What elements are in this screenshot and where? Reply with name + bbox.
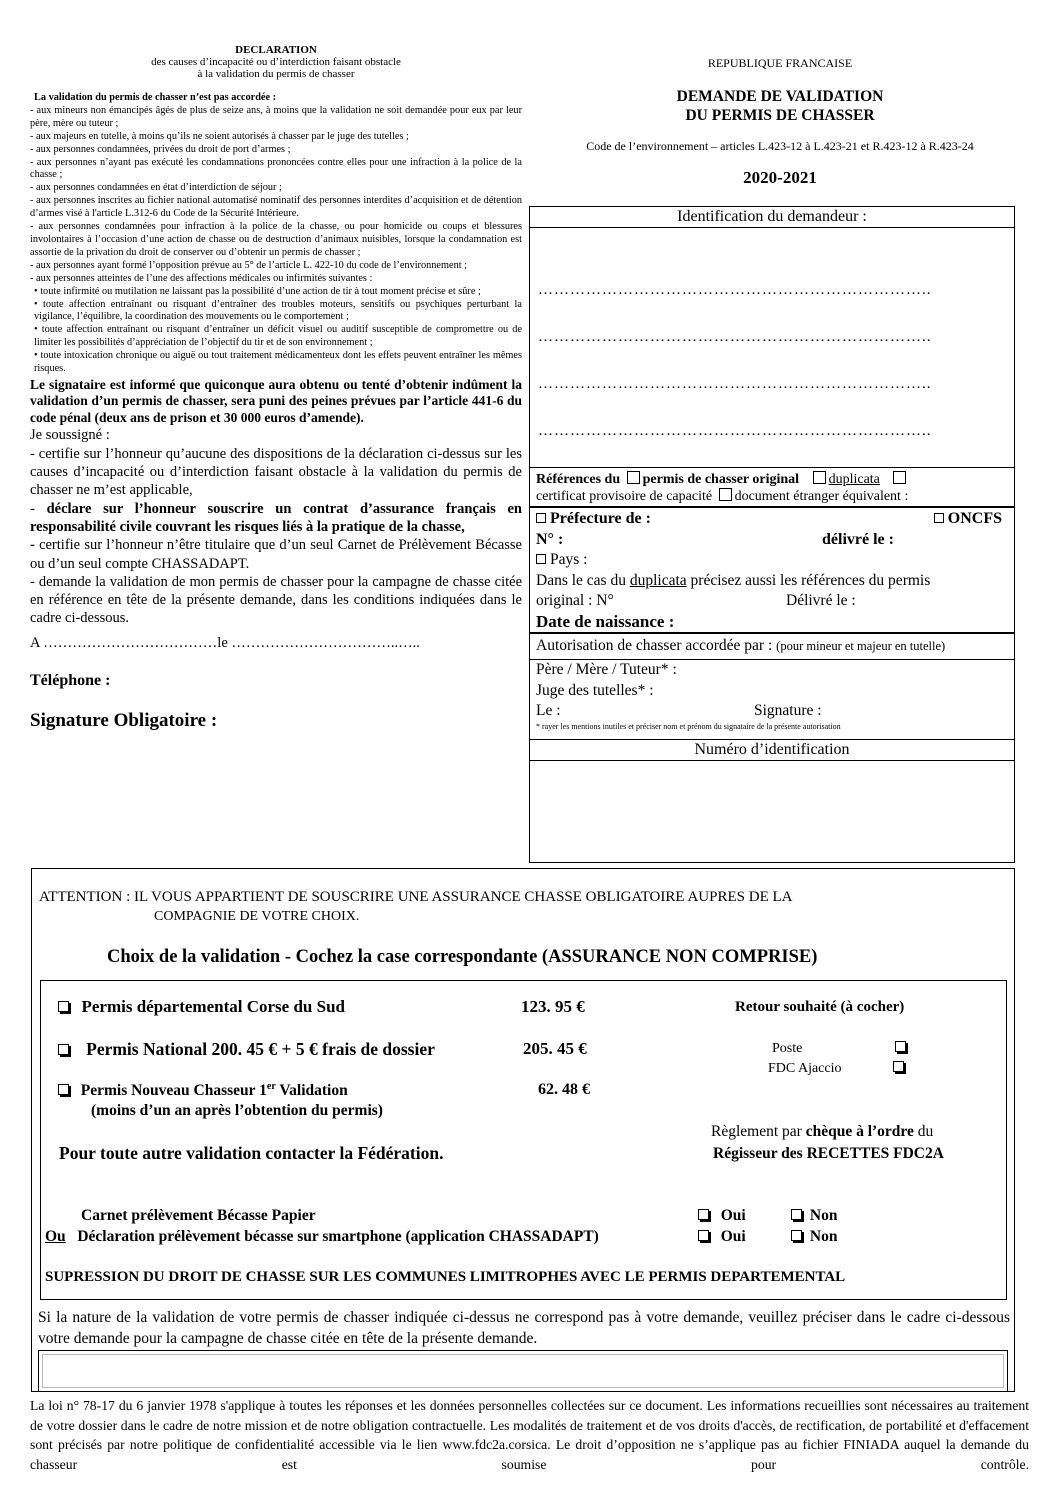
checkbox-certificat[interactable]: [893, 471, 906, 484]
references-box: Références du permis de chasser original duplicata certificat provisoire de capacité document étranger équivalent :: [529, 467, 1015, 507]
carnet-non[interactable]: Non: [791, 1207, 837, 1225]
declaration-item: - aux personnes n’ayant pas exécuté les condamnations prononcées contre elles pour une infraction à la police de la chasse ;: [30, 156, 522, 181]
signature-label: Signature Obligatoire :: [30, 710, 218, 731]
declaration-item: - aux personnes condamnées en état d’interdiction de séjour ;: [30, 182, 282, 194]
checkbox-icon[interactable]: [791, 1209, 802, 1220]
tutelle-box: [529, 659, 1015, 740]
checkbox-icon[interactable]: [698, 1230, 709, 1241]
attention-notice: COMPAGNIE DE VOTRE CHOIX.: [154, 909, 360, 924]
delivre-label: délivré le :: [822, 530, 894, 548]
price: 62. 48 €: [538, 1081, 590, 1098]
rayer-note: * rayer les mentions inutiles et préciser nom et prénom du signataire de la présente autorisation: [536, 721, 841, 731]
delivre-original-label: Délivré le :: [786, 592, 856, 609]
checkbox-icon[interactable]: [58, 1001, 69, 1012]
numero-label: N° :: [536, 530, 564, 548]
prefecture-box: Préfecture de : ONCFS N° : délivré le : Pays : Dans le cas du duplicata précisez aussi les références du permis original : N° Délivré le : Date de naissance :: [529, 507, 1015, 633]
declaration-item: - aux personnes atteintes de l’une des affections médicales ou infirmités suivantes :: [30, 272, 373, 284]
declaration-item: - aux personnes ayant formé l’opposition prévue au 5° de l’article L. 422-10 du code de l’environnement ;: [30, 259, 468, 271]
retour-poste-label: Poste: [772, 1041, 803, 1056]
checkbox-icon[interactable]: [58, 1084, 69, 1095]
declaration-bullet: • toute infirmité ou mutilation ne laissant pas la possibilité d’une action de tir à tout moment précise et sûre ;: [34, 285, 481, 297]
identification-line[interactable]: ………………………………………………………………..: [538, 423, 932, 439]
checkbox-duplicata[interactable]: [813, 471, 826, 484]
declaration-subtitle: à la validation du permis de chasser: [197, 68, 355, 80]
option-departemental[interactable]: Permis départemental Corse du Sud: [58, 997, 345, 1017]
rgpd-footer: La loi n° 78-17 du 6 janvier 1978 s'applique à toutes les réponses et les données personnelles collectées sur ce document. Les informations recueillies sont nécessaires au traitement de votre dossier dans le cadre de notre mission et de notre obligation contractuelle. Les modalités de traitement et de vos droits d'accès, de rectification, de portabilité et d'effacement sont précisés par notre politique de confidentialité accessible via le lien www.fdc2a.corsica. Le droit d’opposition ne s’applique pas au fichier FINIADA auquel la demande du chasseur est soumise pour contrôle.: [30, 1398, 1029, 1472]
choix-title: Choix de la validation - Cochez la case correspondante (ASSURANCE NON COMPRISE): [107, 947, 818, 967]
identification-line[interactable]: ………………………………………………………………..: [538, 376, 932, 392]
smartphone-oui[interactable]: Oui: [698, 1228, 746, 1246]
autorisation-box: Autorisation de chasser accordée par : (pour mineur et majeur en tutelle): [529, 633, 1015, 660]
reglement-text: Règlement par chèque à l’ordre du: [711, 1123, 934, 1140]
declaration-subtitle: des causes d’incapacité ou d’interdiction faisant obstacle: [151, 56, 401, 68]
retour-title: Retour souhaité (à cocher): [735, 999, 905, 1015]
declaration-smartphone: Ou Déclaration prélèvement bécasse sur smartphone (application CHASSADAPT): [45, 1228, 599, 1245]
declaration-column: [30, 44, 522, 732]
form-title: DU PERMIS DE CHASSER: [685, 107, 875, 124]
autorisation-label: Autorisation de chasser accordée par :: [536, 637, 777, 654]
declaration-intro: La validation du permis de chasser n’est pas accordée :: [34, 92, 277, 103]
carnet-label: Carnet prélèvement Bécasse Papier: [81, 1207, 316, 1224]
duplicata-note: Dans le cas du duplicata précisez aussi les références du permis: [536, 571, 931, 589]
penalty-warning: Le signataire est informé que quiconque aura obtenu ou tenté d’obtenir indûment la validation d’un permis de chasser, sera puni des peines prévues par l’article 441-6 du code pénal (deux ans de prison et 30 000 euros d’amende).: [30, 376, 522, 425]
form-header: [530, 56, 1030, 188]
date-naissance-label: Date de naissance :: [536, 611, 675, 631]
declaration-item: - aux personnes condamnées, privées du droit de port d’armes ;: [30, 143, 291, 155]
declaration-item: - aux mineurs non émancipés âgés de plus de seize ans, à moins que la validation ne soit demandée pour eux par leur père, mère ou tuteur ;: [30, 104, 522, 129]
checkbox-pays[interactable]: [536, 554, 546, 564]
je-soussigne: Je soussigné :: [30, 427, 110, 444]
declaration-items: [30, 105, 522, 376]
parent-label: Père / Mère / Tuteur* :: [536, 661, 677, 678]
option-national[interactable]: Permis National 200. 45 € + 5 € frais de dossier: [58, 1039, 435, 1060]
numero-identification-box: [529, 739, 1015, 863]
code-reference: Code de l’environnement – articles L.423-12 à L.423-21 et R.423-12 à R.423-24: [586, 139, 974, 153]
identification-line[interactable]: ………………………………………………………………..: [538, 282, 932, 298]
smartphone-non[interactable]: Non: [791, 1228, 837, 1246]
si-nature-note: Si la nature de la validation de votre permis de chasser indiquée ci-dessus ne correspond pas à votre demande, veuillez préciser dans le cadre ci-dessous votre demande pour la campagne de chasse citée en tête de la présente demande.: [38, 1309, 1010, 1347]
identification-title: Identification du demandeur :: [530, 207, 1014, 228]
checkbox-fdc[interactable]: [893, 1061, 904, 1072]
checkbox-icon[interactable]: [58, 1044, 69, 1055]
suppression-notice: SUPRESSION DU DROIT DE CHASSE SUR LES COMMUNES LIMITROPHES AVEC LE PERMIS DEPARTEMENTAL: [45, 1269, 846, 1285]
option-note: (moins d’un an après l’obtention du permis): [91, 1102, 383, 1119]
checkbox-permis-original[interactable]: [627, 471, 640, 484]
regisseur-text: Régisseur des RECETTES FDC2A: [713, 1145, 944, 1162]
juge-label: Juge des tutelles* :: [536, 681, 654, 699]
telephone-label: Téléphone :: [30, 672, 111, 689]
declaration-item: - aux personnes condamnées pour infraction à la police de la chasse, ou pour homicide ou coups et blessures involontaires à l’occasion d’une action de chasse ou de destruction d’animaux nuisibles, lorsque la condamnation est assortie de la privation du droit de conserver ou d’obtenir un permis de chasser ;: [30, 221, 522, 258]
declaration-bullet: • toute intoxication chronique ou aiguë ou tout traitement médicamenteux dont les effets peuvent entraîner les mêmes risques.: [34, 350, 523, 375]
le-label: Le :: [536, 702, 561, 719]
price: 123. 95 €: [521, 997, 585, 1016]
attention-notice: ATTENTION : IL VOUS APPARTIENT DE SOUSCRIRE UNE ASSURANCE CHASSE OBLIGATOIRE AUPRES DE LA: [39, 889, 793, 905]
identification-box: [529, 206, 1015, 468]
form-title: DEMANDE DE VALIDATION: [676, 88, 884, 105]
declare-statement: - déclare sur l’honneur souscrire un contrat d’assurance français en responsabilité civile couvrant les risques liés à la pratique de la chasse,: [30, 500, 522, 535]
declaration-item: - aux majeurs en tutelle, à moins qu’ils ne soient autorisés à chasser par le juge des tutelles ;: [30, 130, 409, 142]
autre-validation-note: Pour toute autre validation contacter la Fédération.: [59, 1143, 444, 1163]
declaration-bullet: • toute affection entraînant ou risquant d’entraîner un déficit visuel ou auditif susceptible de compromettre ou de limiter les possibilités d’appréciation de l’objectif du tir et de son environnement ;: [34, 324, 522, 349]
tutelle-signature-label: Signature :: [754, 702, 822, 719]
certify-carnet-statement: - certifie sur l’honneur n’être titulaire que d’un seul Carnet de Prélèvement Bécasse ou d’un seul compte CHASSADAPT.: [30, 537, 522, 572]
identification-line[interactable]: ………………………………………………………………..: [538, 329, 932, 345]
declaration-bullet: • toute affection entraînant ou risquant d’entraîner des troubles moteurs, sensitifs ou psychiques perturbant la vigilance, l’équilibre, la coordination des mouvements ou le comportement ;: [34, 298, 522, 323]
checkbox-poste[interactable]: [895, 1041, 906, 1052]
autre-demande-box[interactable]: [38, 1350, 1008, 1392]
declaration-title: DECLARATION: [235, 44, 317, 56]
checkbox-icon[interactable]: [791, 1230, 802, 1241]
original-number-label: original : N°: [536, 592, 614, 609]
option-nouveau-chasseur[interactable]: Permis Nouveau Chasseur 1er Validation: [58, 1081, 348, 1100]
checkbox-icon[interactable]: [698, 1209, 709, 1220]
carnet-oui[interactable]: Oui: [698, 1207, 746, 1225]
price: 205. 45 €: [523, 1039, 587, 1058]
declaration-item: - aux personnes inscrites au fichier national automatisé nominatif des personnes interdites d’acquisition et de détention d’armes visé à l'article L.312-6 du Code de la Sécurité Intérieure.: [30, 195, 522, 220]
season: 2020-2021: [743, 168, 817, 187]
republique-label: REPUBLIQUE FRANCAISE: [707, 56, 853, 70]
demande-statement: - demande la validation de mon permis de chasser pour la campagne de chasse citée en référence en tête de la présente demande, dans les conditions indiquées dans le cadre ci-dessous.: [30, 573, 522, 627]
checkbox-document-etranger[interactable]: [719, 488, 732, 501]
place-date-field[interactable]: A ………………………………le ……………………………..…..: [30, 634, 420, 651]
checkbox-oncfs[interactable]: [934, 513, 944, 523]
certify-statement: - certifie sur l’honneur qu’aucune des dispositions de la déclaration ci-dessus sur les causes d’incapacité ou d’interdiction faisant obstacle à la validation du permis de chasser ne m’est applicable,: [30, 445, 522, 499]
numero-identification-title: Numéro d’identification: [530, 740, 1014, 761]
retour-fdc-label: FDC Ajaccio: [768, 1061, 842, 1076]
checkbox-prefecture[interactable]: [536, 513, 546, 523]
